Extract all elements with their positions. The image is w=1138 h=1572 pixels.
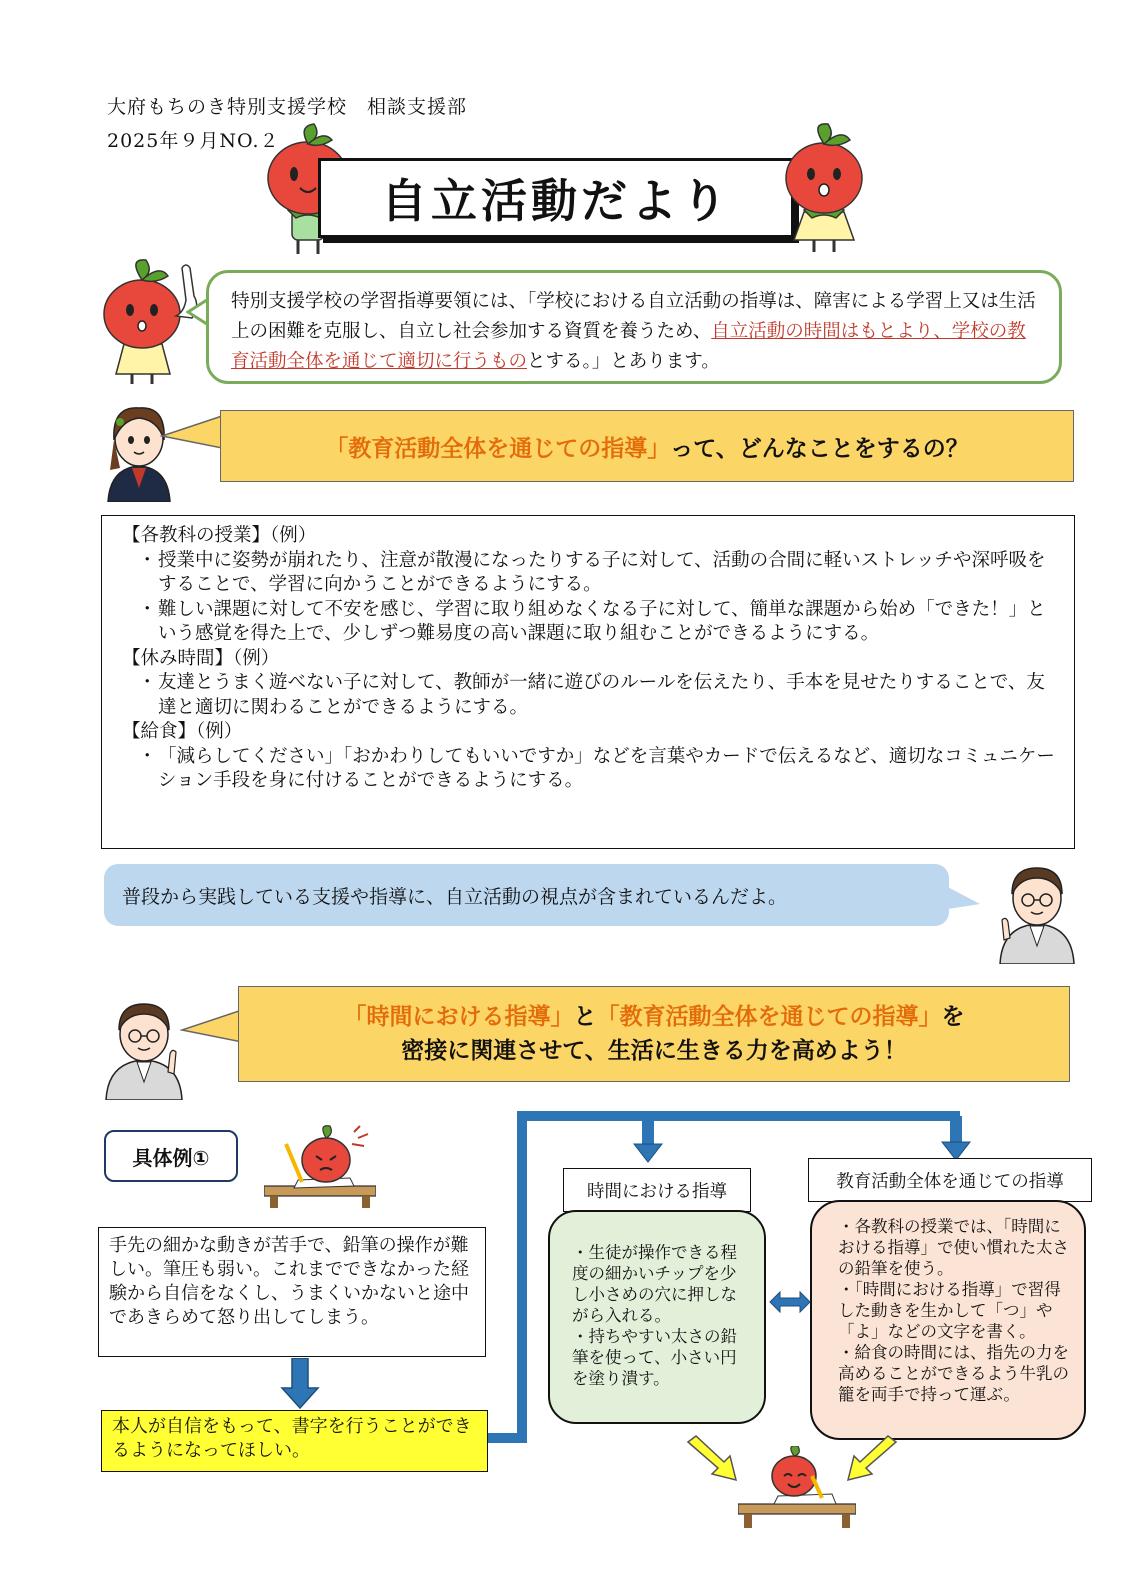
newsletter-title	[318, 158, 794, 238]
slogan-part1: 「時間における指導」	[343, 1004, 574, 1030]
question-banner	[220, 410, 1074, 482]
whole-guidance-label: 教育活動全体を通じての指導	[808, 1158, 1092, 1202]
tomato-mascot-right-icon	[776, 122, 872, 256]
slogan-line2: 密接に関連させて、生活に生きる力を高めよう！	[401, 1038, 907, 1064]
list-item: ・「時間における指導」で習得した動きを生かして「つ」や「よ」などの文字を書く。	[838, 1280, 1061, 1341]
time-guidance-label: 時間における指導	[563, 1168, 751, 1212]
list-item: ・ 難しい課題に対して不安を感じ、学習に取り組めなくなる子に対して、簡単な課題から始め「できた！」という感覚を得た上で、少しずつ難易度の高い課題に取り組むことができるようにする。	[122, 598, 1062, 647]
list-item: ・給食の時間には、指先の力を高めることができるよう牛乳の籠を両手で持って運ぶ。	[838, 1343, 1069, 1404]
slogan-tail-icon	[180, 1006, 244, 1046]
male-teacher-slogan-icon	[100, 994, 188, 1100]
list-item: ・ 授業中に姿勢が崩れたり、注意が散漫になったりする子に対して、活動の合間に軽いストレッチや深呼吸をすることで、学習に向かうことができるようにする。	[122, 549, 1062, 598]
intro-text-end: とする。」とあります。	[527, 351, 720, 372]
list-item: ・持ちやすい太さの鉛筆を使って、小さい円を塗り潰す。	[572, 1327, 737, 1388]
goal-box: 本人が自信をもって、書字を行うことができるようになってほしい。	[101, 1410, 488, 1472]
slogan-line1	[344, 1000, 965, 1034]
list-item: ・生徒が操作できる程度の細かいチップを少し小さめの穴に押しながら入れる。	[572, 1243, 737, 1325]
question-rest: って、どんなことをするの？	[670, 435, 969, 462]
case-label: 具体例①	[104, 1130, 238, 1182]
problem-box: 手先の細かな動きが苦手で、鉛筆の操作が難しい。筆圧も弱い。これまでできなかった経験から自信をなくし、うまくいかないと途中であきらめて怒り出してしまう。	[98, 1227, 486, 1357]
yellow-arrow-left-icon	[684, 1434, 744, 1484]
examples-box	[101, 515, 1075, 849]
intro-highlight: 自立活動の時間はもとより、学校の教育活動全体を通じて適切に行うもの	[231, 321, 1026, 372]
issue-number: 2025年９月NO.２	[107, 130, 280, 152]
section-heading: 【各教科の授業】（例）	[122, 525, 317, 546]
teacher-comment-bubble	[104, 864, 949, 926]
list-item: ・ 「減らしてください」「おかわりしてもいいですか」などを言葉やカードで伝えるなど、適切なコミュニケーション手段を身に付けることができるようにする。	[122, 745, 1062, 794]
school-name: 大府もちのき特別支援学校 相談支援部	[107, 96, 468, 118]
arrow-down-icon	[280, 1358, 320, 1410]
male-teacher-icon	[994, 860, 1080, 964]
teacher-comment-text: 普段から実践している支援や指導に、自立活動の視点が含まれているんだよ。	[122, 885, 788, 908]
slogan-and: と	[573, 1004, 597, 1030]
happy-tomato-writing-icon	[738, 1446, 856, 1530]
comment-tail-icon	[942, 880, 982, 914]
intro-bubble	[206, 270, 1062, 384]
whole-guidance-box	[810, 1200, 1086, 1440]
section-heading: 【休み時間】（例）	[122, 647, 280, 669]
time-guidance-box	[548, 1210, 766, 1424]
intro-text: 特別支援学校の学習指導要領には、「学校における自立活動の指導は、障害による学習上又は生活上の困難を克服し、自立し社会参加する資質を養うため、	[231, 291, 1036, 342]
section-heading: 【給食】（例）	[122, 721, 243, 742]
list-item: ・ 友達とうまく遊べない子に対して、教師が一緒に遊びのルールを伝えたり、手本を見せたりすることで、友達と適切に関わることができるようにする。	[122, 671, 1062, 720]
slogan-part2: 「教育活動全体を通じての指導」	[596, 1004, 942, 1030]
question-highlight: 「教育活動全体を通じての指導」	[325, 435, 671, 462]
banner-tail-icon	[160, 412, 224, 452]
slogan-wo: を	[941, 1004, 965, 1030]
frustrated-tomato-writing-icon	[264, 1124, 376, 1208]
title-text: 自立活動だより	[381, 174, 731, 228]
double-arrow-icon	[768, 1290, 812, 1314]
slogan-banner	[238, 986, 1070, 1082]
list-item: ・各教科の授業では、「時間における指導」で使い慣れた太さの鉛筆を使う。	[838, 1217, 1069, 1278]
